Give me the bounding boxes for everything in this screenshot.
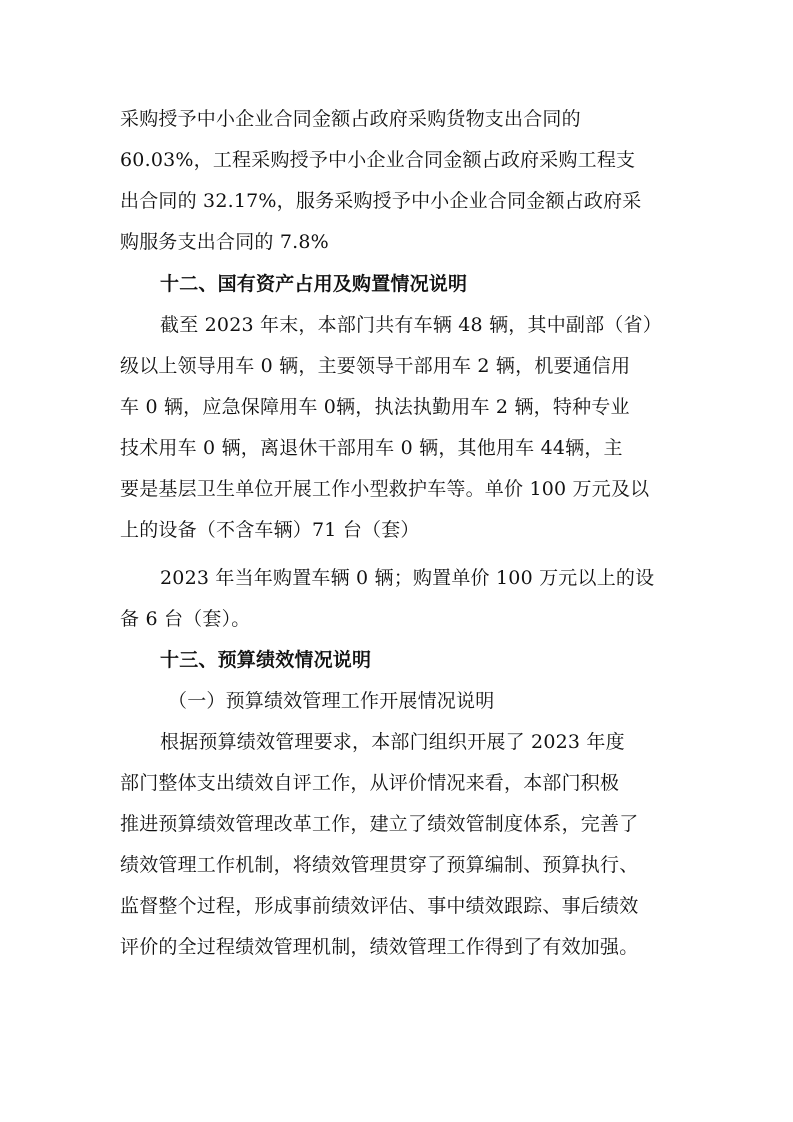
section-13-p1-line-6: 评价的全过程绩效管理机制，绩效管理工作得到了有效加强。 (120, 936, 639, 958)
section-12-p2-line-1: 2023 年当年购置车辆 0 辆；购置单价 100 万元以上的设 (160, 567, 655, 589)
section-12-p1-line-5: 要是基层卫生单位开展工作小型救护车等。单价 100 万元及以 (120, 478, 650, 500)
section-12-p1-line-3: 车 0 辆，应急保障用车 0辆，执法执勤用车 2 辆，特种专业 (120, 396, 630, 418)
procurement-line-1: 采购授予中小企业合同金额占政府采购货物支出合同的 (120, 108, 581, 130)
section-13-p1-line-3: 推进预算绩效管理改革工作，建立了绩效管制度体系，完善了 (120, 813, 639, 835)
section-12-p1-line-2: 级以上领导用车 0 辆，主要领导干部用车 2 辆，机要通信用 (120, 355, 631, 377)
section-13-heading: 十三、预算绩效情况说明 (160, 649, 372, 671)
section-12-heading: 十二、国有资产占用及购置情况说明 (160, 273, 468, 295)
section-13-p1-line-1: 根据预算绩效管理要求，本部门组织开展了 2023 年度 (160, 731, 625, 753)
procurement-line-3: 出合同的 32.17%，服务采购授予中小企业合同金额占政府采 (120, 190, 642, 212)
procurement-line-4: 购服务支出合同的 7.8% (120, 231, 329, 253)
section-13-subheading: （一）预算绩效管理工作开展情况说明 (168, 690, 495, 712)
section-12-p1-line-6: 上的设备（不含车辆）71 台（套） (120, 519, 420, 541)
section-13-p1-line-5: 监督整个过程，形成事前绩效评估、事中绩效跟踪、事后绩效 (120, 895, 639, 917)
section-12-p1-line-1: 截至 2023 年末，本部门共有车辆 48 辆，其中副部（省） (160, 314, 662, 336)
procurement-line-2: 60.03%，工程采购授予中小企业合同金额占政府采购工程支 (120, 149, 636, 171)
section-13-p1-line-2: 部门整体支出绩效自评工作，从评价情况来看，本部门积极 (120, 772, 620, 794)
section-12-p1-line-4: 技术用车 0 辆，离退休干部用车 0 辆，其他用车 44辆，主 (120, 437, 623, 459)
section-13-p1-line-4: 绩效管理工作机制，将绩效管理贯穿了预算编制、预算执行、 (120, 854, 639, 876)
section-12-p2-line-2: 备 6 台（套）。 (120, 608, 251, 630)
